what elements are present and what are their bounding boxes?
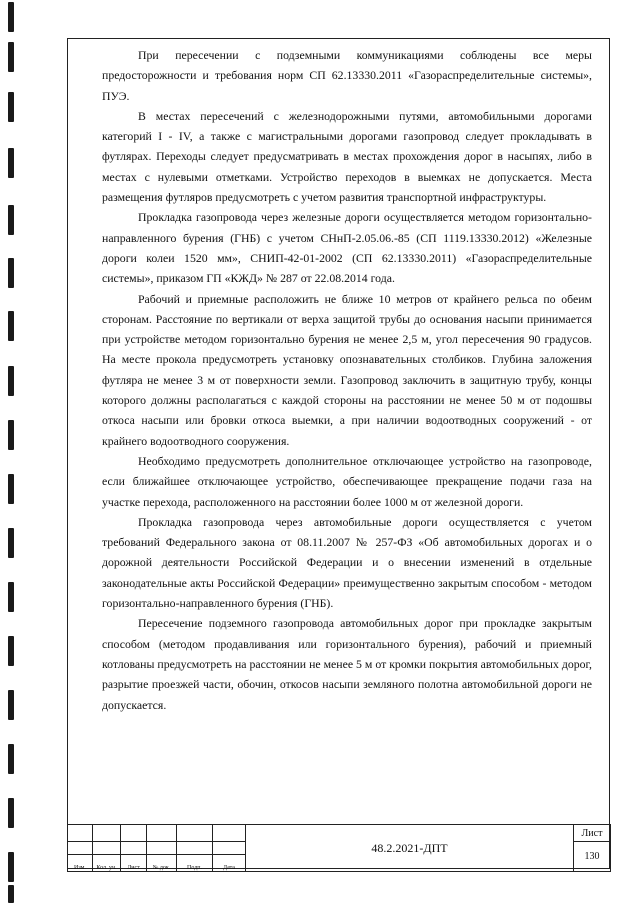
column-header-change: Изм. [68,855,93,872]
paragraph: Необходимо предусмотреть дополнительное отключающее устройство на газопроводе, если ближайшее отключающее устройство, обеспечивающее прекращение подачи газа на участке перехода, расположенного на расстоянии более 1000 м от железной дороги. [102,453,592,509]
binding-mark [8,205,14,235]
binding-mark [8,420,14,450]
binding-mark [8,474,14,504]
binding-marks [4,0,18,905]
binding-mark [8,885,14,903]
sheet-number: 130 [574,842,611,872]
title-block-cell [147,842,177,855]
binding-mark [8,258,14,288]
binding-mark [8,92,14,122]
title-block-cell [93,825,121,842]
binding-mark [8,148,14,178]
binding-mark [8,582,14,612]
title-block-cell [93,842,121,855]
binding-mark [8,852,14,882]
paragraph: Прокладка газопровода через автомобильные дороги осуществляется с учетом требований Федерального закона от 08.11.2007 № 257-ФЗ «Об автомобильных дорогах и о дорожной деятельности Российской Федерации и о внесении изменений в отдельные законодательные акты Российской Федерации» преимущественно закрытым способом - методом горизонтально-направленного бурения (ГНБ). [102,514,592,611]
title-block-cell [68,825,93,842]
title-block-cell [177,825,213,842]
sheet-label: Лист [574,825,611,842]
title-block-cell [213,825,246,842]
binding-mark [8,366,14,396]
binding-mark [8,311,14,341]
column-header-doc-number: № док. [147,855,177,872]
title-block-cell [177,842,213,855]
title-block-cell [213,842,246,855]
body-text [102,45,592,715]
title-block-cell [68,842,93,855]
paragraph: Рабочий и приемные расположить не ближе 10 метров от крайнего рельса по обеим сторонам. Расстояние по вертикали от верха защитой трубы до основания насыпи принимается при устройстве методом горизонтально бурения не менее 2,5 м, угол пересечения 90 градусов. На месте прокола предусмотреть установку опознавательных столбиков. Глубина заложения футляра не менее 3 м от поверхности земли. Газопровод заключить в защитную трубу, концы которого должны располагаться с каждой стороны на расстоянии не менее 50 м от подошвы откоса насыпи или бровки откоса выемки, а при наличии водоотводных сооружений - от крайнего водоотводного сооружения. [102,291,592,448]
binding-mark [8,798,14,828]
binding-mark [8,528,14,558]
binding-mark [8,2,14,32]
title-block-cell [121,842,147,855]
document-code: 48.2.2021-ДПТ [246,825,574,872]
column-header-sheet: Лист [121,855,147,872]
column-header-signature: Подп. [177,855,213,872]
title-block-cell [147,825,177,842]
column-header-date: Дата [213,855,246,872]
binding-mark [8,636,14,666]
title-block-cell [121,825,147,842]
page-frame [67,38,610,869]
binding-mark [8,42,14,72]
binding-mark [8,690,14,720]
paragraph: В местах пересечений с железнодорожными путями, автомобильными дорогами категорий I - IV, а также с магистральными дорогами газопровод следует прокладывать в футлярах. Переходы следует предусматривать в местах прохождения дорог в насыпях, либо в местах с нулевыми отметками. Устройство переходов в выемках не допускается. Места размещения футляров предусмотреть с учетом развития транспортной инфраструктуры. [102,108,592,205]
paragraph: Прокладка газопровода через железные дороги осуществляется методом горизонтально-направленного бурения (ГНБ) с учетом СНнП-2.05.06.-85 (СП 1119.13330.2012) «Железные дороги колеи 1520 мм», СНИП-42-01-2002 (СП 62.13330.2011) «Газораспределительные системы», приказом ГП «КЖД» № 287 от 22.08.2014 года. [102,210,592,286]
title-block [67,824,610,869]
paragraph: Пересечение подземного газопровода автомобильных дорог при прокладке закрытым способом (методом продавливания или горизонтального бурения), рабочий и приемный котлованы предусмотреть на расстоянии не менее 5 м от кромки покрытия автомобильных дорог, разрытие проезжей части, обочин, откосов насыпи земляного полотна автомобильной дороги не допускается. [102,616,592,712]
column-header-count: Кол. уч. [93,855,121,872]
paragraph: При пересечении с подземными коммуникациями соблюдены все меры предосторожности и требования норм СП 62.13330.2011 «Газораспределительные системы», ПУЭ. [102,48,592,103]
binding-mark [8,744,14,774]
